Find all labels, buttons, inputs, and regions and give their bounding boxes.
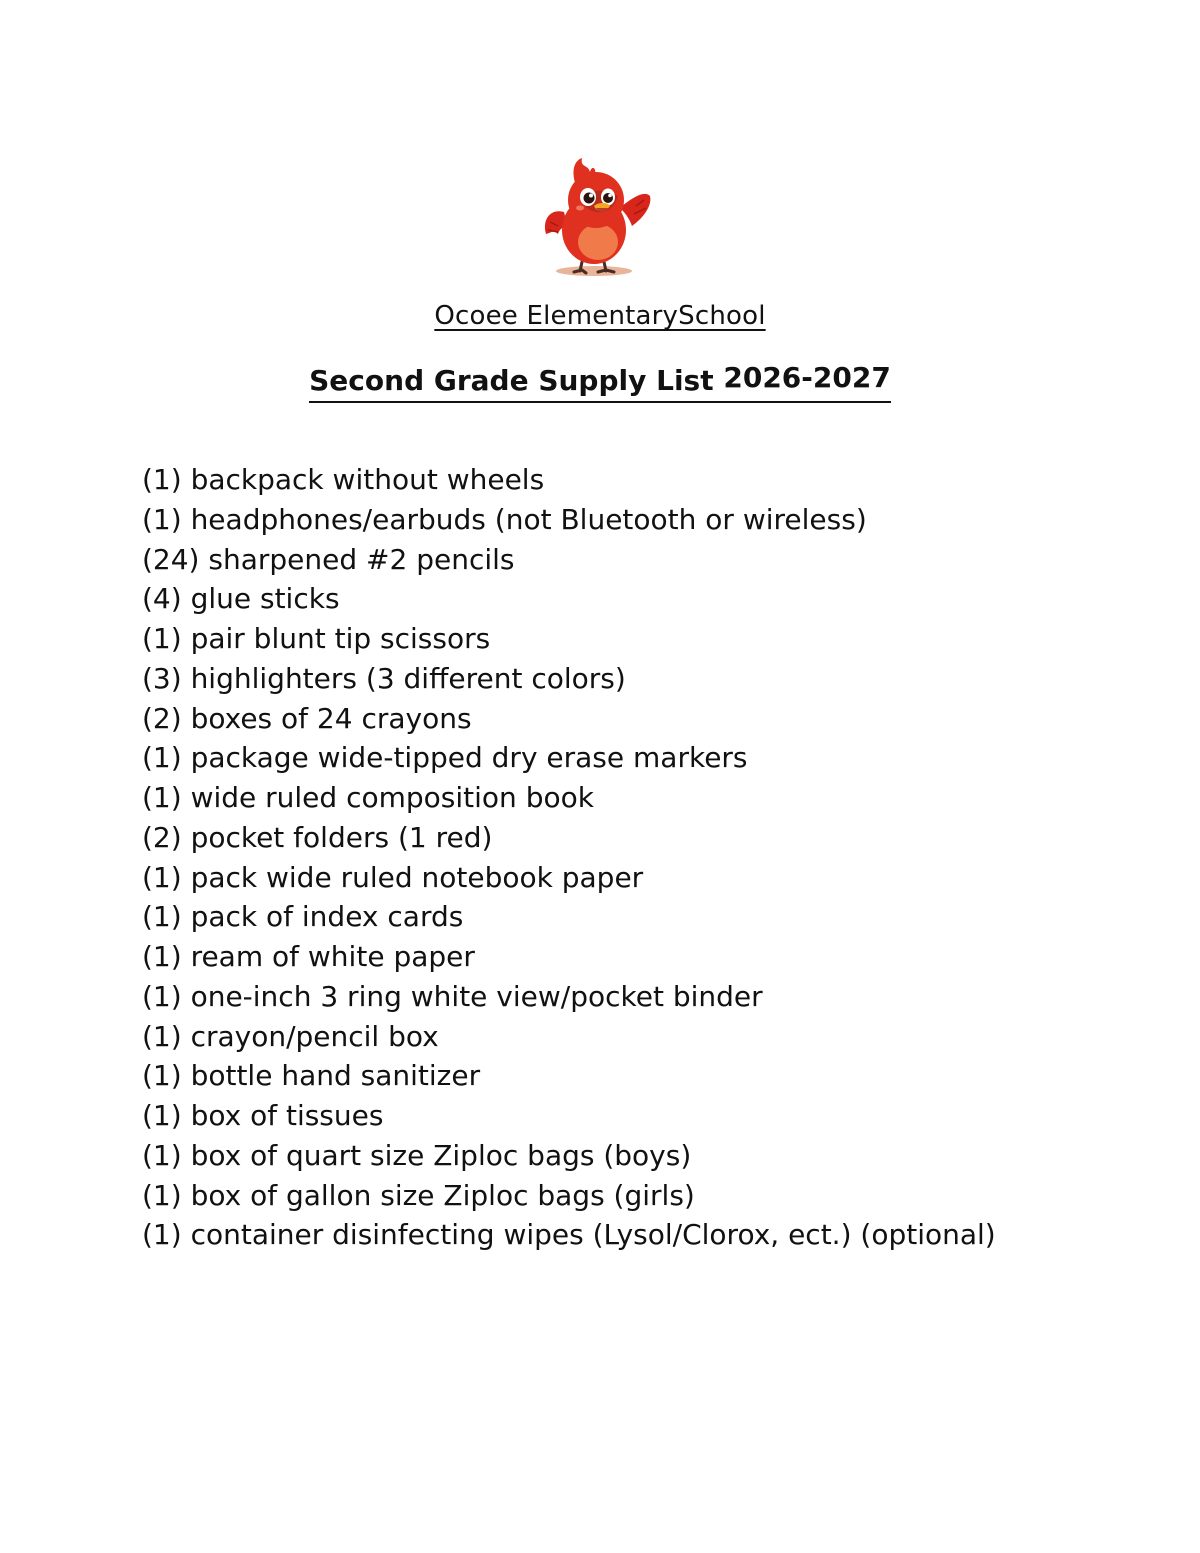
list-item: (1) pack of index cards: [142, 900, 464, 934]
list-item: (3) highlighters (3 different colors): [142, 661, 626, 695]
list-item: (1) pack wide ruled notebook paper: [142, 860, 644, 894]
school-name: [0, 301, 1200, 331]
school-name-text: Ocoee ElementarySchool: [434, 301, 766, 331]
list-item: (1) bottle hand sanitizer: [142, 1059, 481, 1093]
list-item: (2) boxes of 24 crayons: [142, 701, 472, 735]
list-item: (1) headphones/earbuds (not Bluetooth or wireless): [142, 502, 867, 536]
list-item: (1) one-inch 3 ring white view/pocket binder: [142, 979, 763, 1013]
list-item: (2) pocket folders (1 red): [142, 820, 493, 854]
cardinal-bird-mascot-icon: [536, 150, 660, 282]
list-item: (1) box of gallon size Ziploc bags (girls): [142, 1178, 695, 1212]
list-item: (1) container disinfecting wipes (Lysol/Clorox, ect.) (optional): [142, 1218, 996, 1252]
list-item: (24) sharpened #2 pencils: [142, 542, 515, 576]
list-item: (1) backpack without wheels: [142, 463, 545, 496]
page-title: [0, 363, 1200, 403]
supply-list: [142, 460, 996, 1255]
page-title-year: 2026-2027: [723, 361, 891, 394]
list-item: (1) package wide-tipped dry erase markers: [142, 741, 748, 775]
list-item: (1) pair blunt tip scissors: [142, 622, 491, 655]
list-item: (1) wide ruled composition book: [142, 781, 594, 814]
list-item: (1) box of tissues: [142, 1099, 384, 1132]
page-title-underlined: [309, 363, 891, 403]
list-item: (4) glue sticks: [142, 582, 340, 616]
list-item: (1) box of quart size Ziploc bags (boys): [142, 1138, 692, 1172]
list-item: (1) crayon/pencil box: [142, 1019, 439, 1053]
page-title-text: Second Grade Supply List: [309, 364, 714, 397]
list-item: (1) ream of white paper: [142, 940, 475, 973]
